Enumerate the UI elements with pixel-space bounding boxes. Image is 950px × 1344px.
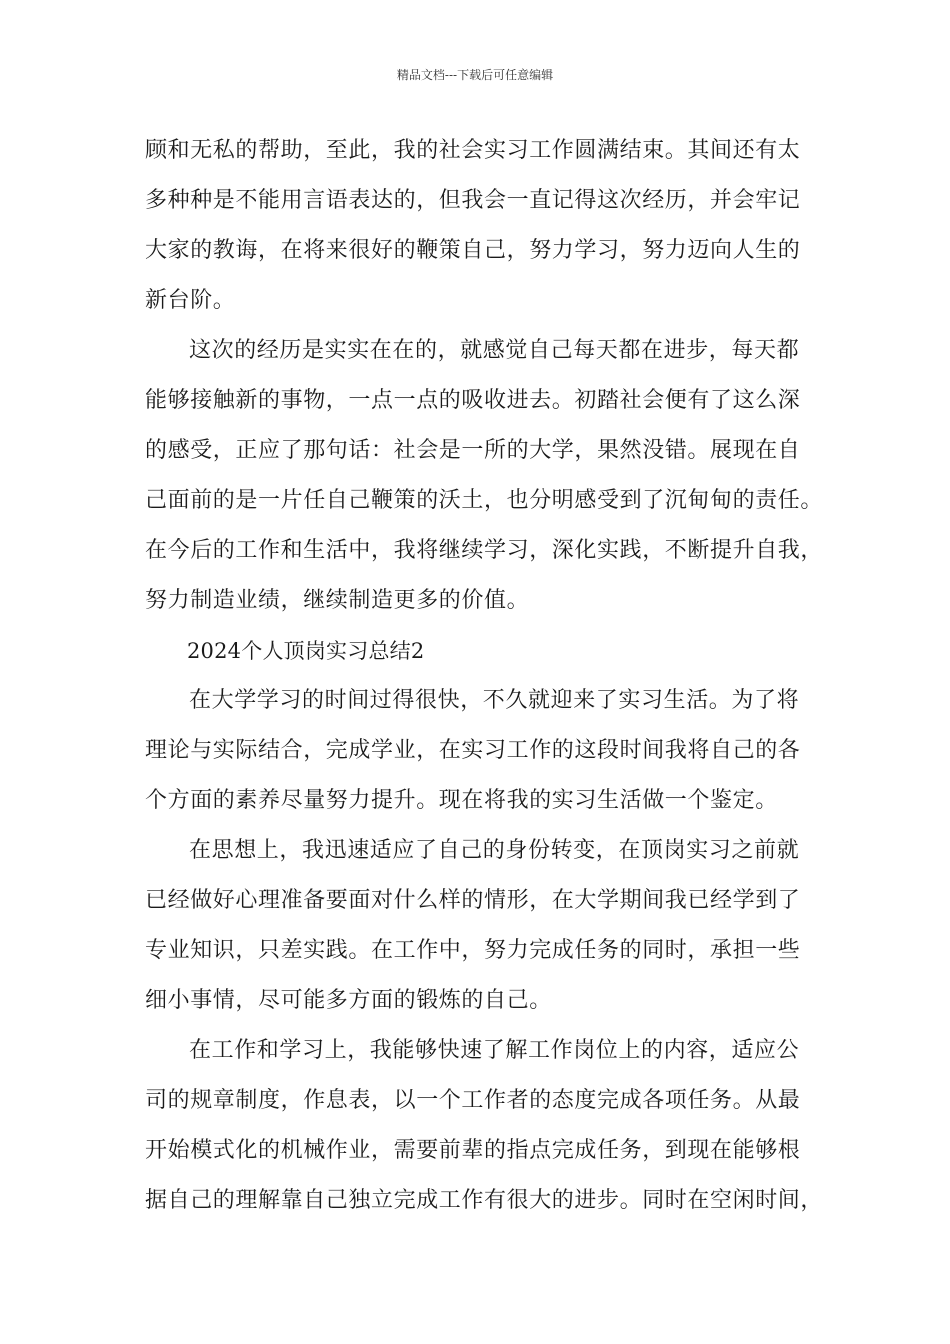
text-line: 在思想上，我迅速适应了自己的身份转变，在顶岗实习之前就 <box>189 838 800 863</box>
text-line: 个方面的素养尽量努力提升。现在将我的实习生活做一个鉴定。 <box>145 788 778 813</box>
text-line: 司的规章制度，作息表，以一个工作者的态度完成各项任务。从最 <box>145 1088 801 1113</box>
text-line: 大家的教诲，在将来很好的鞭策自己，努力学习，努力迈向人生的 <box>145 238 801 263</box>
text-line: 新台阶。 <box>145 288 236 313</box>
text-line: 理论与实际结合，完成学业，在实习工作的这段时间我将自己的各 <box>145 738 801 763</box>
text-line: 己面前的是一片任自己鞭策的沃土，也分明感受到了沉甸甸的责任。 <box>145 488 824 513</box>
text-line: 的感受，正应了那句话：社会是一所的大学，果然没错。展现在自 <box>145 438 801 463</box>
text-line: 顾和无私的帮助，至此，我的社会实习工作圆满结束。其间还有太 <box>145 138 801 163</box>
document-body <box>145 126 825 1226</box>
text-line: 已经做好心理准备要面对什么样的情形，在大学期间我已经学到了 <box>145 888 801 913</box>
text-line: 多种种是不能用言语表达的，但我会一直记得这次经历，并会牢记 <box>145 188 801 213</box>
text-line: 这次的经历是实实在在的，就感觉自己每天都在进步，每天都 <box>189 338 800 363</box>
text-line: 开始模式化的机械作业，需要前辈的指点完成任务，到现在能够根 <box>145 1138 801 1163</box>
section-heading: 2024个人顶岗实习总结2 <box>187 639 425 663</box>
page-header: 精品文档---下载后可任意编辑 <box>396 68 554 82</box>
text-line: 据自己的理解靠自己独立完成工作有很大的进步。同时在空闲时间， <box>145 1188 824 1213</box>
text-line: 专业知识，只差实践。在工作中，努力完成任务的同时，承担一些 <box>145 938 801 963</box>
text-line: 细小事情，尽可能多方面的锻炼的自己。 <box>145 988 552 1013</box>
text-line: 能够接触新的事物，一点一点的吸收进去。初踏社会便有了这么深 <box>145 388 801 413</box>
text-line: 在今后的工作和生活中，我将继续学习，深化实践，不断提升自我， <box>145 538 824 563</box>
text-line: 在大学学习的时间过得很快，不久就迎来了实习生活。为了将 <box>189 688 800 713</box>
text-line: 努力制造业绩，继续制造更多的价值。 <box>145 588 530 613</box>
text-line: 在工作和学习上，我能够快速了解工作岗位上的内容，适应公 <box>189 1038 800 1063</box>
